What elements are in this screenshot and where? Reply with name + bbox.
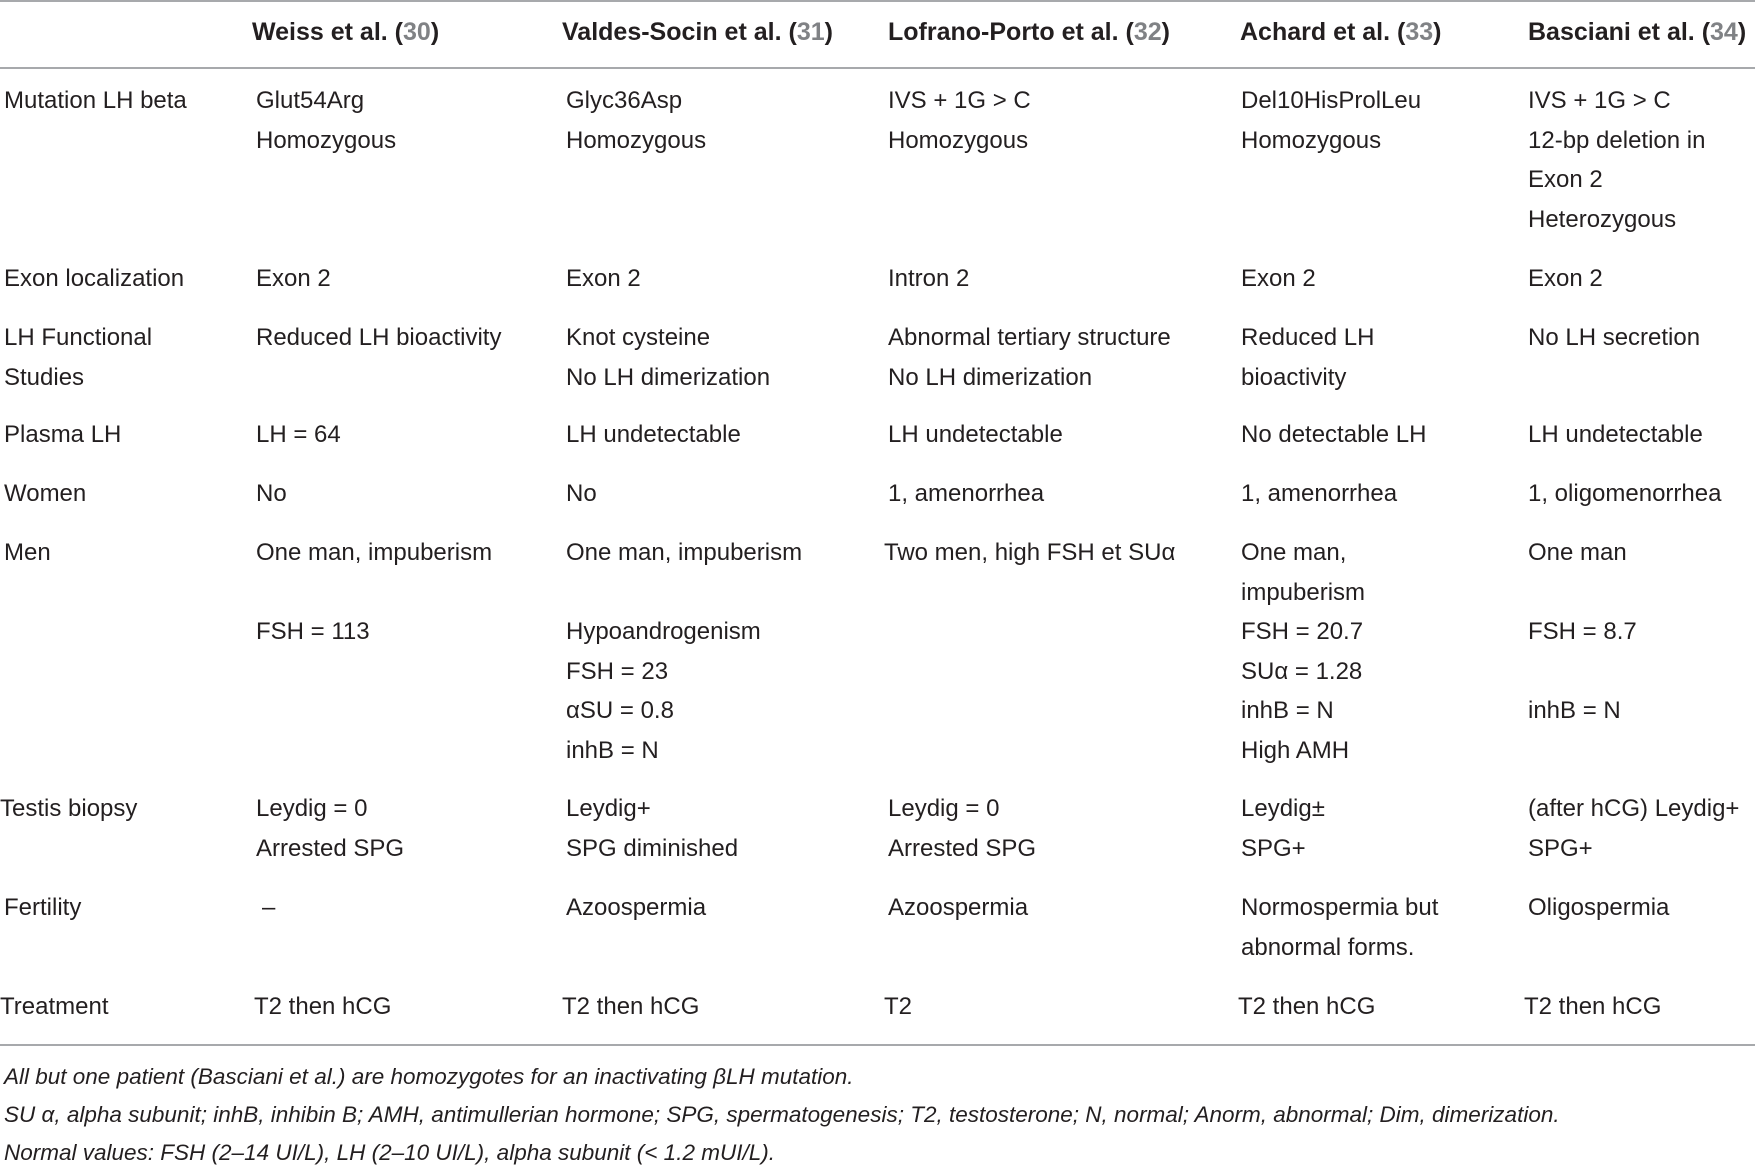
header-rule [0,67,1755,69]
cell-men-weiss: One man, impuberism FSH = 113 [256,539,493,645]
reference-30: 30 [403,18,431,46]
row-label-exon: Exon localization [4,265,185,292]
footnote-abbreviations: SU α, alpha subunit; inhB, inhibin B; AMH, antimullerian hormone; SPG, spermatogenesis; T2, testosterone; N, normal; Anorm, abnormal; Dim, dimerization. [4,1102,1560,1127]
cell-biopsy-weiss: Leydig = 0 Arrested SPG [256,795,405,862]
cell-women-weiss: No [256,480,287,507]
cell-exon-valdes: Exon 2 [566,265,641,292]
cell-functional-achard: Reduced LH bioactivity [1241,324,1375,391]
row-label-fertility: Fertility [4,894,82,921]
header-valdes-socin: Valdes-Socin et al. (31) [562,18,833,46]
row-label-biopsy: Testis biopsy [0,795,138,822]
cell-plasma-lofrano: LH undetectable [888,421,1063,448]
row-label-mutation: Mutation LH beta [4,87,187,114]
footnote-homozygotes: All but one patient (Basciani et al.) are homozygotes for an inactivating βLH mutation. [4,1064,854,1089]
row-label-women: Women [4,480,87,507]
cell-functional-lofrano: Abnormal tertiary structure No LH dimerization [888,324,1171,391]
reference-32: 32 [1133,18,1162,46]
cell-biopsy-achard: Leydig± SPG+ [1241,795,1325,862]
cell-biopsy-lofrano: Leydig = 0 Arrested SPG [888,795,1037,862]
row-label-plasma: Plasma LH [4,421,122,448]
header-basciani: Basciani et al. (34) [1528,18,1747,46]
cell-mutation-achard: Del10HisProlLeu Homozygous [1241,87,1422,154]
cell-exon-achard: Exon 2 [1241,265,1316,292]
cell-biopsy-basciani: (after hCG) Leydig+ SPG+ [1528,795,1740,862]
cell-functional-valdes: Knot cysteine No LH dimerization [566,324,771,391]
cell-exon-weiss: Exon 2 [256,265,331,292]
cell-fertility-basciani: Oligospermia [1528,894,1670,921]
cell-fertility-weiss: – [262,894,276,921]
cell-exon-lofrano: Intron 2 [888,265,970,292]
header-weiss: Weiss et al. (30) [252,18,440,46]
cell-mutation-weiss: Glut54Arg Homozygous [256,87,397,154]
cell-plasma-basciani: LH undetectable [1528,421,1703,448]
cell-women-valdes: No [566,480,597,507]
cell-treatment-valdes: T2 then hCG [562,993,700,1020]
cell-treatment-weiss: T2 then hCG [254,993,392,1020]
row-label-treatment: Treatment [0,993,109,1020]
header-achard: Achard et al. (33) [1240,18,1442,46]
reference-33: 33 [1405,18,1434,46]
table-bottom-rule [0,1044,1755,1046]
cell-biopsy-valdes: Leydig+ SPG diminished [566,795,739,862]
reference-31: 31 [796,18,825,46]
cell-plasma-weiss: LH = 64 [256,421,341,448]
cell-men-lofrano: Two men, high FSH et SUα [884,539,1176,566]
cell-mutation-valdes: Glyc36Asp Homozygous [566,87,707,154]
cell-treatment-basciani: T2 then hCG [1524,993,1662,1020]
cell-men-basciani: One man FSH = 8.7 inhB = N [1528,539,1637,724]
table-top-rule [0,0,1755,2]
cell-exon-basciani: Exon 2 [1528,265,1603,292]
cell-plasma-valdes: LH undetectable [566,421,741,448]
cell-women-achard: 1, amenorrhea [1241,480,1398,507]
row-label-functional: LH Functional Studies [4,324,153,391]
cell-mutation-basciani: IVS + 1G > C 12-bp deletion in Exon 2 Heterozygous [1528,87,1706,233]
cell-men-achard: One man, impuberism FSH = 20.7 SUα = 1.28 inhB = N High AMH [1241,539,1366,764]
cell-women-lofrano: 1, amenorrhea [888,480,1045,507]
cell-fertility-achard: Normospermia but abnormal forms. [1241,894,1439,961]
footnote-normal-values: Normal values: FSH (2–14 UI/L), LH (2–10 UI/L), alpha subunit (< 1.2 mUI/L). [4,1140,775,1165]
cell-functional-basciani: No LH secretion [1528,324,1701,351]
cell-women-basciani: 1, oligomenorrhea [1528,480,1722,507]
cell-mutation-lofrano: IVS + 1G > C Homozygous [888,87,1031,154]
header-lofrano-porto: Lofrano-Porto et al. (32) [888,18,1170,46]
cell-functional-weiss: Reduced LH bioactivity [256,324,502,351]
cell-men-valdes: One man, impuberism Hypoandrogenism FSH = 23 αSU = 0.8 inhB = N [566,539,803,764]
cell-treatment-lofrano: T2 [884,993,913,1020]
cell-plasma-achard: No detectable LH [1241,421,1427,448]
cell-fertility-lofrano: Azoospermia [888,894,1029,921]
row-label-men: Men [4,539,51,566]
cell-fertility-valdes: Azoospermia [566,894,707,921]
cell-treatment-achard: T2 then hCG [1238,993,1376,1020]
reference-34: 34 [1710,18,1738,46]
